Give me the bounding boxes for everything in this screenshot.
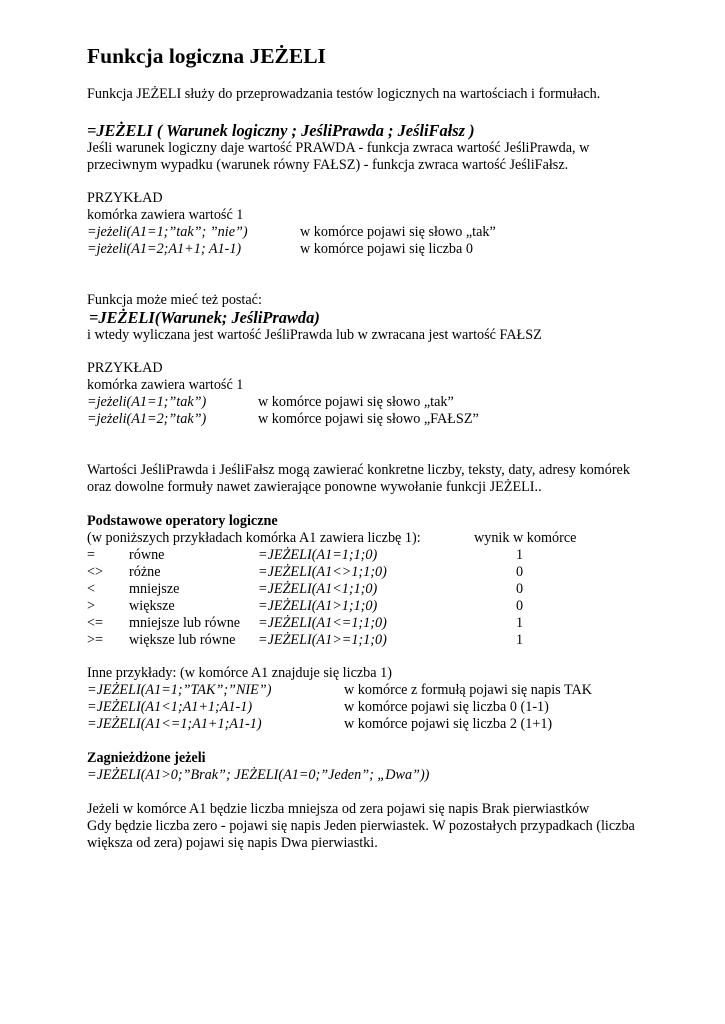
operators-subheading: (w poniższych przykładach komórka A1 zawiera liczbę 1):	[87, 530, 421, 546]
operators-result-header: wynik w komórce	[474, 530, 577, 546]
example-formula: =jeżeli(A1=1;”tak”)	[87, 394, 207, 410]
syntax-description-line-1: Jeśli warunek logiczny daje wartość PRAWDA - funkcja zwraca wartość JeśliPrawda, w	[87, 140, 590, 156]
operator-symbol: <=	[87, 615, 104, 631]
operator-name: większe	[129, 598, 175, 614]
operator-result: 1	[516, 547, 524, 563]
syntax-formula-short: =JEŻELI(Warunek; JeśliPrawda)	[89, 308, 320, 327]
other-example-formula: =JEŻELI(A1<1;A1+1;A1-1)	[87, 699, 253, 715]
operator-formula: =JEŻELI(A1>1;1;0)	[258, 598, 378, 614]
operator-result: 1	[516, 632, 524, 648]
operator-name: różne	[129, 564, 161, 580]
other-example-result: w komórce pojawi się liczba 0 (1-1)	[344, 699, 549, 715]
nested-heading: Zagnieżdżone jeżeli	[87, 750, 206, 766]
operator-result: 0	[516, 581, 524, 597]
example-formula: =jeżeli(A1=2;A1+1; A1-1)	[87, 241, 242, 257]
operator-result: 0	[516, 598, 524, 614]
operator-formula: =JEŻELI(A1<=1;1;0)	[258, 615, 387, 631]
example-result: w komórce pojawi się słowo „tak”	[258, 394, 454, 410]
example-formula: =jeżeli(A1=2;”tak”)	[87, 411, 207, 427]
other-example-result: w komórce pojawi się liczba 2 (1+1)	[344, 716, 553, 732]
operator-formula: =JEŻELI(A1>=1;1;0)	[258, 632, 387, 648]
nested-explanation-line-2: Gdy będzie liczba zero - pojawi się napis Jeden pierwiastek. W pozostałych przypadkach (liczba	[87, 818, 635, 834]
syntax-2-lead: Funkcja może mieć też postać:	[87, 292, 262, 308]
operator-name: mniejsze lub równe	[129, 615, 241, 631]
other-example-formula: =JEŻELI(A1<=1;A1+1;A1-1)	[87, 716, 262, 732]
operator-formula: =JEŻELI(A1<>1;1;0)	[258, 564, 387, 580]
other-example-result: w komórce z formułą pojawi się napis TAK	[344, 682, 593, 698]
nested-formula: =JEŻELI(A1>0;”Brak”; JEŻELI(A1=0;”Jeden”; „Dwa”))	[87, 767, 430, 783]
page-title: Funkcja logiczna JEŻELI	[87, 44, 326, 68]
operator-symbol: =	[87, 547, 96, 563]
operator-formula: =JEŻELI(A1=1;1;0)	[258, 547, 378, 563]
example-result: w komórce pojawi się słowo „tak”	[300, 224, 496, 240]
values-paragraph-line-1: Wartości JeśliPrawda i JeśliFałsz mogą zawierać konkretne liczby, teksty, daty, adresy komórek	[87, 462, 630, 478]
operator-formula: =JEŻELI(A1<1;1;0)	[258, 581, 378, 597]
operator-result: 1	[516, 615, 524, 631]
intro-text: Funkcja JEŻELI służy do przeprowadzania testów logicznych na wartościach i formułach.	[87, 86, 601, 102]
other-example-formula: =JEŻELI(A1=1;”TAK”;”NIE”)	[87, 682, 272, 698]
example-result: w komórce pojawi się słowo „FAŁSZ”	[258, 411, 479, 427]
operator-result: 0	[516, 564, 524, 580]
example-1-cell-note: komórka zawiera wartość 1	[87, 207, 244, 223]
operator-name: równe	[129, 547, 165, 563]
values-paragraph-line-2: oraz dowolne formuły nawet zawierające ponowne wywołanie funkcji JEŻELI..	[87, 479, 542, 495]
operators-heading: Podstawowe operatory logiczne	[87, 513, 278, 529]
operator-name: mniejsze	[129, 581, 180, 597]
example-1-heading: PRZYKŁAD	[87, 190, 163, 206]
example-2-heading: PRZYKŁAD	[87, 360, 163, 376]
example-formula: =jeżeli(A1=1;”tak”; ”nie”)	[87, 224, 248, 240]
nested-explanation-line-1: Jeżeli w komórce A1 będzie liczba mniejsza od zera pojawi się napis Brak pierwiastków	[87, 801, 590, 817]
operator-symbol: >	[87, 598, 96, 614]
operator-symbol: <	[87, 581, 96, 597]
example-2-cell-note: komórka zawiera wartość 1	[87, 377, 244, 393]
syntax-description-line-2: przeciwnym wypadku (warunek równy FAŁSZ) - funkcja zwraca wartość JeśliFałsz.	[87, 157, 569, 173]
operator-symbol: <>	[87, 564, 104, 580]
nested-explanation-line-3: większa od zera) pojawi się napis Dwa pierwiastki.	[87, 835, 378, 851]
operator-name: większe lub równe	[129, 632, 236, 648]
other-examples-heading: Inne przykłady: (w komórce A1 znajduje się liczba 1)	[87, 665, 392, 681]
operator-symbol: >=	[87, 632, 104, 648]
example-result: w komórce pojawi się liczba 0	[300, 241, 473, 257]
syntax-formula-full: =JEŻELI ( Warunek logiczny ; JeśliPrawda ; JeśliFałsz )	[87, 121, 475, 140]
syntax-2-note: i wtedy wyliczana jest wartość JeśliPrawda lub w zwracana jest wartość FAŁSZ	[87, 327, 542, 343]
